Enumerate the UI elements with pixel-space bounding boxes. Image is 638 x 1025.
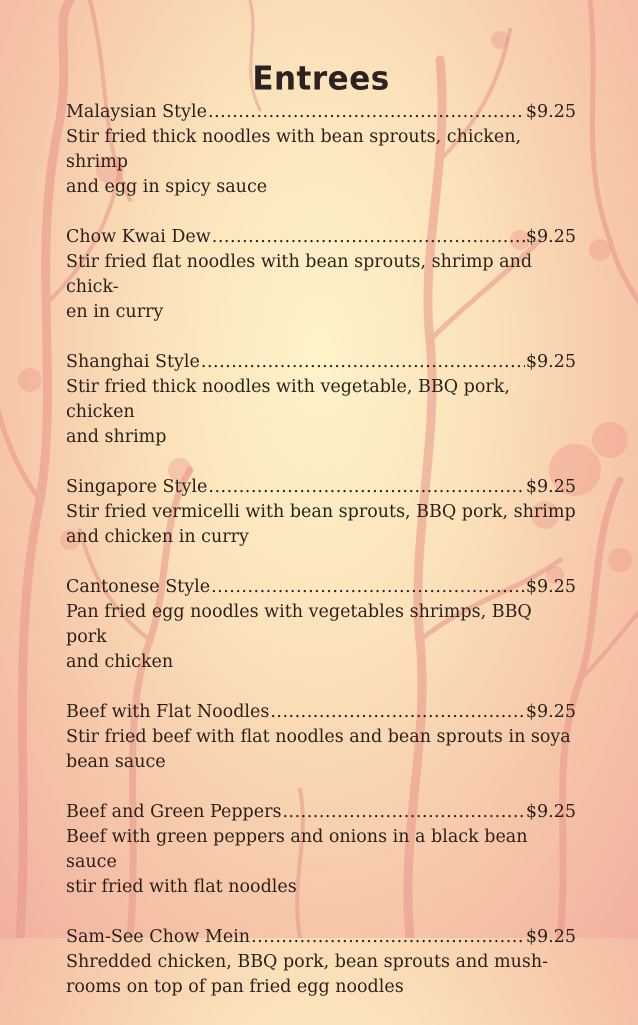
description-line: Stir fried beef with flat noodles and bean sprouts in soya bbox=[66, 727, 571, 747]
menu-item-description bbox=[66, 725, 576, 775]
menu-item bbox=[66, 800, 576, 900]
description-line: and chicken bbox=[66, 652, 174, 672]
menu-item-price: $9.25 bbox=[525, 227, 576, 247]
description-line: Stir fried thick noodles with vegetable, BBQ pork, chicken bbox=[66, 377, 510, 422]
menu-item bbox=[66, 575, 576, 675]
dot-leader bbox=[282, 800, 524, 825]
description-line: Stir fried flat noodles with bean sprouts, shrimp and chick- bbox=[66, 252, 533, 297]
menu-item-name: Shanghai Style bbox=[66, 352, 200, 372]
menu-item-name: Sam-See Chow Mein bbox=[66, 927, 251, 947]
menu-item-header bbox=[66, 800, 576, 825]
description-line: en in curry bbox=[66, 302, 164, 322]
menu-item bbox=[66, 350, 576, 450]
menu-item-header bbox=[66, 475, 576, 500]
dot-leader bbox=[208, 475, 525, 500]
menu-item-name: Beef and Green Peppers bbox=[66, 802, 282, 822]
menu-item-price: $9.25 bbox=[525, 702, 576, 722]
description-line: Shredded chicken, BBQ pork, bean sprouts and mush- bbox=[66, 952, 549, 972]
menu-item-description bbox=[66, 125, 576, 200]
dot-leader bbox=[212, 225, 525, 250]
menu-item bbox=[66, 225, 576, 325]
menu-item-header bbox=[66, 225, 576, 250]
menu-item-description bbox=[66, 250, 576, 325]
menu-item-header bbox=[66, 575, 576, 600]
menu-item-name: Chow Kwai Dew bbox=[66, 227, 211, 247]
menu-item-price: $9.25 bbox=[525, 802, 576, 822]
description-line: stir fried with flat noodles bbox=[66, 877, 297, 897]
menu-item bbox=[66, 925, 576, 1000]
menu-item-header bbox=[66, 100, 576, 125]
menu-item-price: $9.25 bbox=[525, 927, 576, 947]
menu-item-description bbox=[66, 600, 576, 675]
menu-title: Entrees bbox=[252, 60, 390, 98]
description-line: rooms on top of pan fried egg noodles bbox=[66, 977, 404, 997]
dot-leader bbox=[211, 575, 525, 600]
description-line: and chicken in curry bbox=[66, 527, 249, 547]
dot-leader bbox=[208, 100, 525, 125]
menu-item-header bbox=[66, 700, 576, 725]
menu-item-price: $9.25 bbox=[525, 352, 576, 372]
menu-item bbox=[66, 700, 576, 775]
menu-item-description bbox=[66, 950, 576, 1000]
menu-item-price: $9.25 bbox=[525, 477, 576, 497]
menu-item-description bbox=[66, 825, 576, 900]
menu-items bbox=[66, 100, 576, 1000]
description-line: Pan fried egg noodles with vegetables shrimps, BBQ pork bbox=[66, 602, 532, 647]
menu-item-description bbox=[66, 500, 576, 550]
description-line: Stir fried vermicelli with bean sprouts, BBQ pork, shrimp bbox=[66, 502, 576, 522]
menu-content bbox=[66, 60, 576, 1025]
menu-item-name: Singapore Style bbox=[66, 477, 208, 497]
description-line: and shrimp bbox=[66, 427, 167, 447]
dot-leader bbox=[201, 350, 525, 375]
menu-item-name: Beef with Flat Noodles bbox=[66, 702, 270, 722]
description-line: Beef with green peppers and onions in a black bean sauce bbox=[66, 827, 528, 872]
menu-item-name: Cantonese Style bbox=[66, 577, 211, 597]
description-line: bean sauce bbox=[66, 752, 166, 772]
menu-item-price: $9.25 bbox=[525, 102, 576, 122]
menu-item-description bbox=[66, 375, 576, 450]
menu-item-name: Malaysian Style bbox=[66, 102, 207, 122]
description-line: and egg in spicy sauce bbox=[66, 177, 268, 197]
description-line: Stir fried thick noodles with bean sprouts, chicken, shrimp bbox=[66, 127, 522, 172]
menu-item-header bbox=[66, 350, 576, 375]
menu-item-price: $9.25 bbox=[525, 577, 576, 597]
dot-leader bbox=[270, 700, 525, 725]
menu-item bbox=[66, 100, 576, 200]
menu-item bbox=[66, 475, 576, 550]
